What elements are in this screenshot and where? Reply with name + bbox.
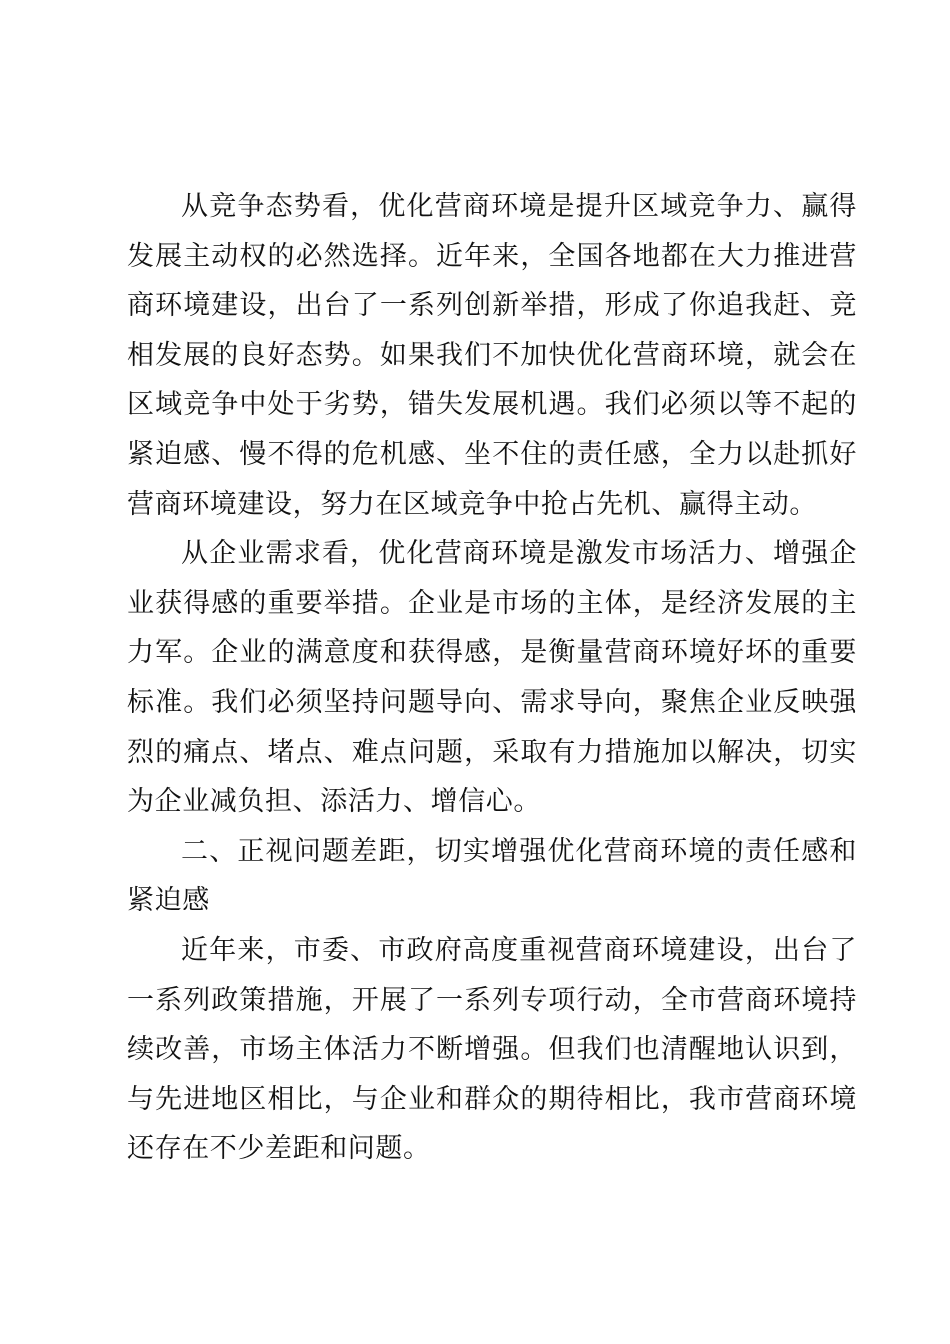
document-body — [127, 182, 857, 1174]
section-heading-2: 二、正视问题差距，切实增强优化营商环境的责任感和紧迫感 — [127, 835, 857, 917]
paragraph-competition: 从竞争态势看，优化营商环境是提升区域竞争力、赢得发展主动权的必然选择。近年来，全国各地都在大力推进营商环境建设，出台了一系列创新举措，形成了你追我赶、竞相发展的良好态势。如果我们不加快优化营商环境，就会在区域竞争中处于劣势，错失发展机遇。我们必须以等不起的紧迫感、慢不得的危机感、坐不住的责任感，全力以赴抓好营商环境建设，努力在区域竞争中抢占先机、赢得主动。 — [127, 191, 857, 520]
paragraph-recent-years: 近年来，市委、市政府高度重视营商环境建设，出台了一系列政策措施，开展了一系列专项行动，全市营商环境持续改善，市场主体活力不断增强。但我们也清醒地认识到，与先进地区相比，与企业和群众的期待相比，我市营商环境还存在不少差距和问题。 — [127, 934, 857, 1165]
paragraph-enterprise-demand: 从企业需求看，优化营商环境是激发市场活力、增强企业获得感的重要举措。企业是市场的主体，是经济发展的主力军。企业的满意度和获得感，是衡量营商环境好坏的重要标准。我们必须坚持问题导向、需求导向，聚焦企业反映强烈的痛点、堵点、难点问题，采取有力措施加以解决，切实为企业减负担、添活力、增信心。 — [127, 538, 857, 818]
